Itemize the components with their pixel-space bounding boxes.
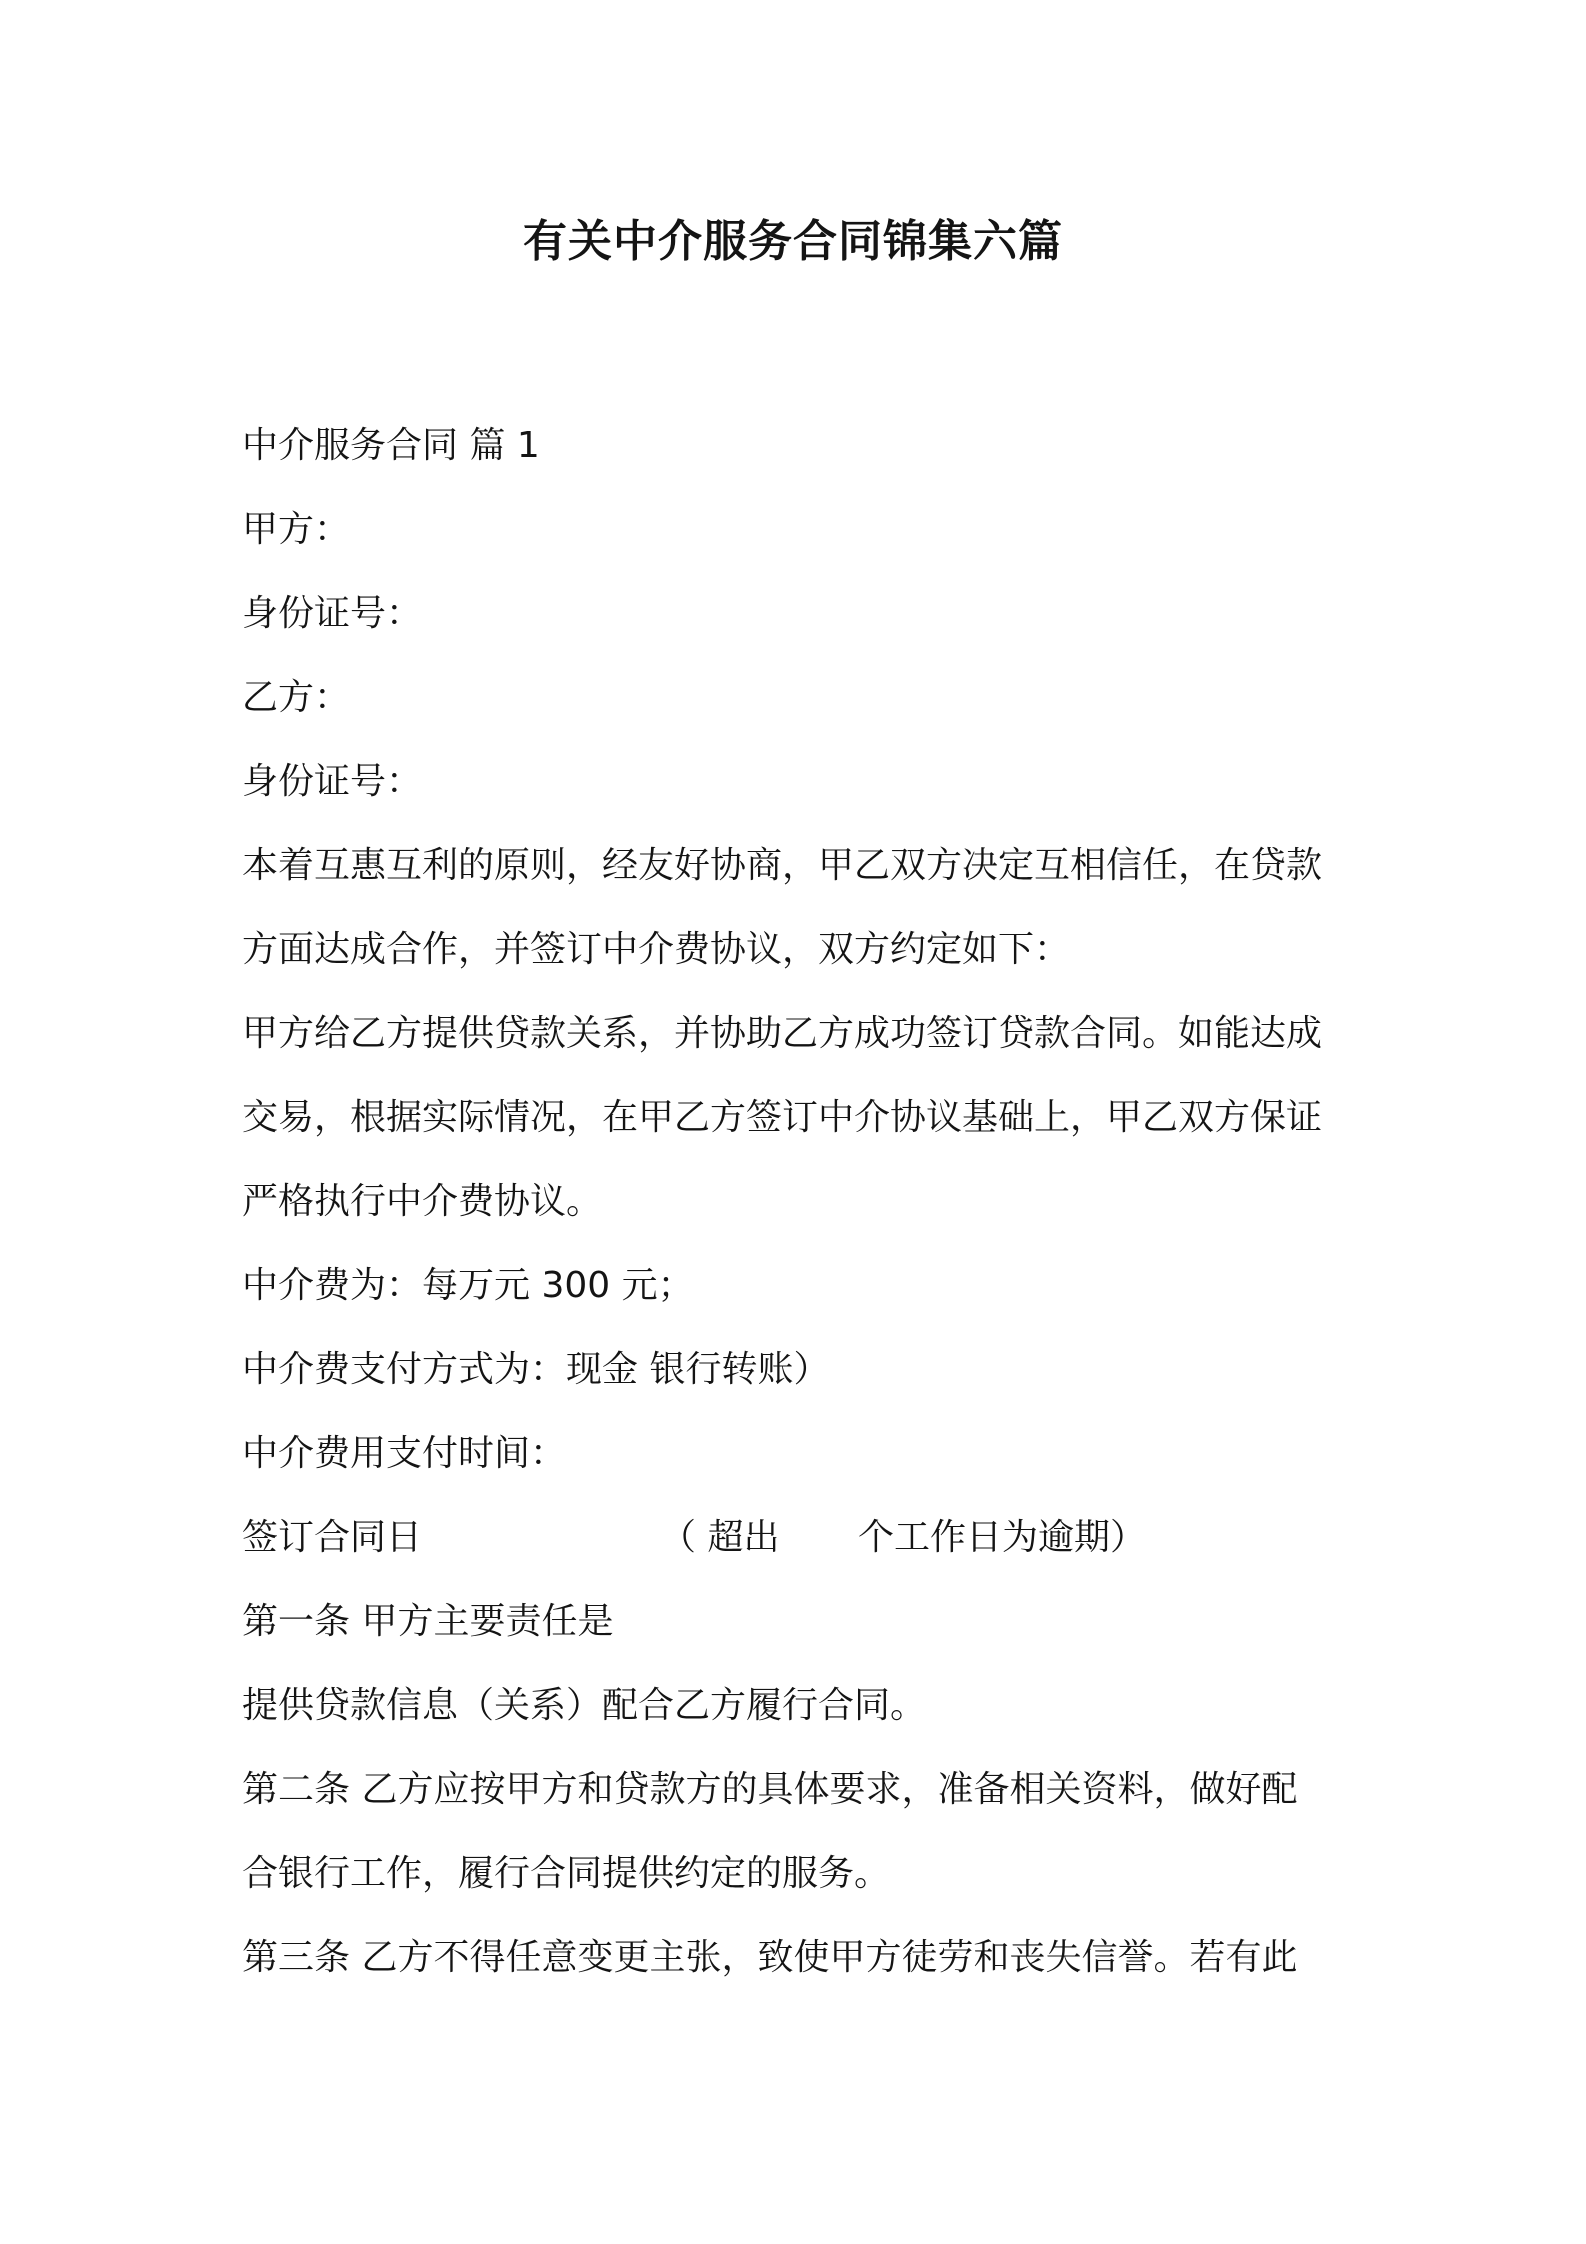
article-heading: 第一条 甲方主要责任是 <box>242 1601 614 1642</box>
section-heading: 中介服务合同 篇 1 <box>242 425 540 466</box>
paragraph-line: 甲方给乙方提供贷款关系，并协助乙方成功签订贷款合同。如能达成 <box>242 1013 1323 1054</box>
party-a-id-label: 身份证号： <box>242 593 423 634</box>
paragraph-line: 合银行工作，履行合同提供约定的服务。 <box>242 1853 891 1894</box>
paragraph-line: 提供贷款信息（关系）配合乙方履行合同。 <box>242 1685 927 1726</box>
overdue-suffix: 个工作日为逾期） <box>858 1517 1147 1558</box>
payment-time-line: 中介费用支付时间： <box>242 1433 567 1474</box>
sign-date-label: 签订合同日 <box>242 1517 423 1558</box>
overdue-prefix: （ 超出 <box>660 1517 780 1558</box>
party-b-id-label: 身份证号： <box>242 761 423 802</box>
paragraph-line: 方面达成合作，并签订中介费协议，双方约定如下： <box>242 929 1071 970</box>
article-line: 第二条 乙方应按甲方和贷款方的具体要求，准备相关资料，做好配 <box>242 1769 1298 1810</box>
fee-rate-line: 中介费为：每万元 300 元； <box>242 1265 694 1306</box>
payment-method-line: 中介费支付方式为：现金 银行转账） <box>242 1349 830 1390</box>
article-line: 第三条 乙方不得任意变更主张，致使甲方徒劳和丧失信誉。若有此 <box>242 1937 1298 1978</box>
sign-date-line <box>242 1496 1357 1580</box>
paragraph-line: 严格执行中介费协议。 <box>242 1181 603 1222</box>
document-body <box>242 404 1357 2000</box>
party-a-label: 甲方： <box>242 509 351 550</box>
document-title: 有关中介服务合同锦集六篇 <box>523 216 1063 267</box>
party-b-label: 乙方： <box>242 677 351 718</box>
paragraph-line: 本着互惠互利的原则，经友好协商，甲乙双方决定互相信任，在贷款 <box>242 845 1323 886</box>
paragraph-line: 交易，根据实际情况，在甲乙方签订中介协议基础上，甲乙双方保证 <box>242 1097 1323 1138</box>
